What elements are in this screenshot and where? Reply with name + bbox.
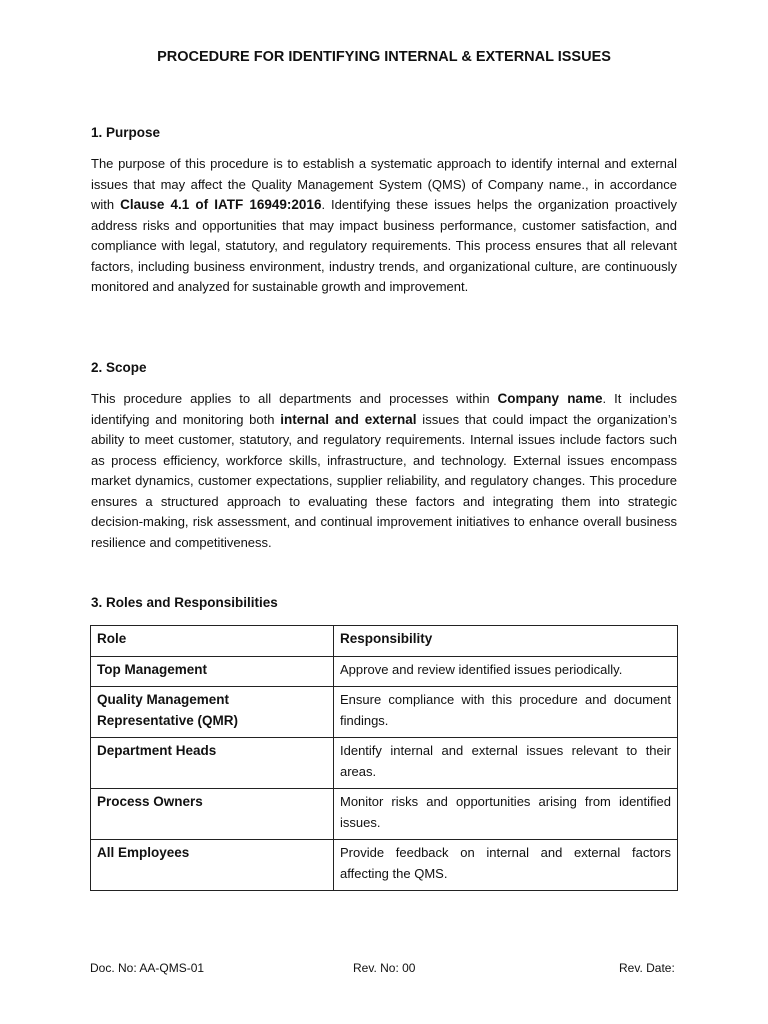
purpose-text-1: The purpose of this procedure is to establish a systematic approach to identify internal and external issues that may affect the Quality Management System (QMS) of Company name., in accordance with bbox=[91, 156, 677, 212]
footer-rev-no: Rev. No: 00 bbox=[353, 961, 416, 975]
table-row bbox=[91, 789, 678, 840]
purpose-heading: 1. Purpose bbox=[91, 125, 161, 140]
role-cell: All Employees bbox=[91, 840, 334, 891]
scope-text-1: This procedure applies to all departments and processes within bbox=[91, 391, 498, 406]
responsibility-cell: Identify internal and external issues relevant to their areas. bbox=[334, 738, 678, 789]
table-row bbox=[91, 656, 678, 687]
column-header-responsibility: Responsibility bbox=[334, 626, 678, 657]
role-cell: Top Management bbox=[91, 656, 334, 687]
purpose-paragraph bbox=[91, 154, 677, 298]
table-row bbox=[91, 840, 678, 891]
footer-rev-date: Rev. Date: bbox=[619, 961, 675, 975]
table-header-row bbox=[91, 626, 678, 657]
purpose-clause: Clause 4.1 of IATF 16949:2016 bbox=[120, 197, 322, 212]
roles-heading: 3. Roles and Responsibilities bbox=[91, 595, 278, 610]
scope-internal-external: internal and external bbox=[280, 411, 417, 427]
table-row bbox=[91, 738, 678, 789]
scope-company: Company name bbox=[497, 391, 603, 406]
column-header-role: Role bbox=[91, 626, 334, 657]
purpose-text-2: . Identifying these issues helps the organization proactively address risks and opportunities that may impact business performance, customer satisfaction, and compliance with legal, statutory, and regulatory requirements. This process ensures that all relevant factors, including business environment, industry trends, and organizational culture, are continuously monitored and analyzed for sustainable growth and improvement. bbox=[91, 197, 677, 294]
roles-table bbox=[90, 625, 678, 891]
responsibility-cell: Provide feedback on internal and external factors affecting the QMS. bbox=[334, 840, 678, 891]
scope-heading: 2. Scope bbox=[91, 360, 147, 375]
role-cell: Department Heads bbox=[91, 738, 334, 789]
responsibility-cell: Ensure compliance with this procedure and document findings. bbox=[334, 687, 678, 738]
role-cell: Process Owners bbox=[91, 789, 334, 840]
footer-doc-no: Doc. No: AA-QMS-01 bbox=[90, 961, 205, 975]
responsibility-cell: Monitor risks and opportunities arising from identified issues. bbox=[334, 789, 678, 840]
responsibility-cell: Approve and review identified issues periodically. bbox=[334, 656, 678, 687]
scope-text-2: . It includes identifying and monitoring both bbox=[91, 391, 677, 427]
document-title: PROCEDURE FOR IDENTIFYING INTERNAL & EXTERNAL ISSUES bbox=[157, 49, 611, 65]
table-row bbox=[91, 687, 678, 738]
scope-paragraph bbox=[91, 389, 677, 553]
role-cell: Quality Management Representative (QMR) bbox=[91, 687, 334, 738]
scope-text-3: issues that could impact the organization’s ability to meet customer, statutory, and regulatory requirements. Internal issues include factors such as process efficiency, workforce skills, infrastructure, and technology. External issues encompass market dynamics, customer expectations, supplier reliability, and regulatory changes. This procedure ensures a structured approach to evaluating these factors and integrating them into strategic decision-making, risk assessment, and continual improvement initiatives to enhance overall business resilience and competitiveness. bbox=[91, 411, 678, 550]
